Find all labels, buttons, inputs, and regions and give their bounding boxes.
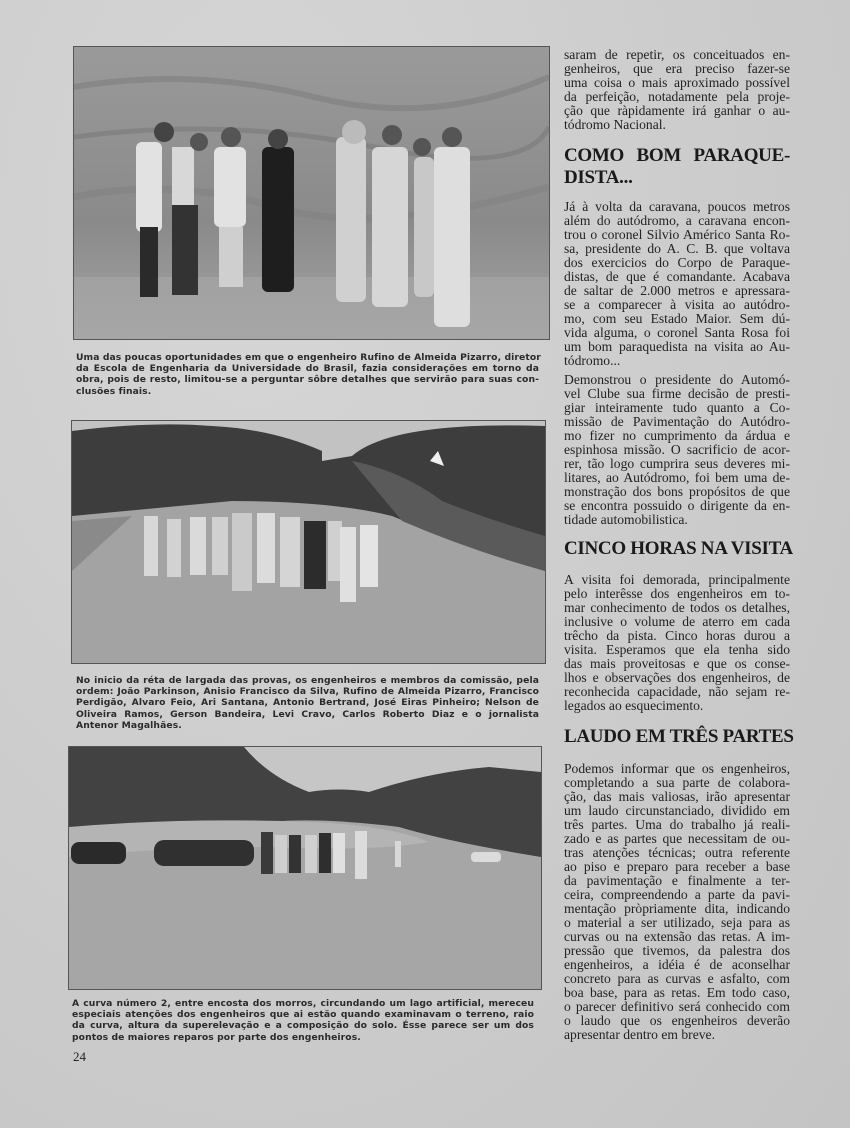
page-number: 24: [73, 1049, 86, 1064]
text-line: mo, com seu Estado Maior. Sem dú-: [564, 311, 790, 326]
text-line: pelo interêsse dos engenheiros em to-: [564, 586, 790, 601]
caption-line: ordem: João Parkinson, Anisio Francisco da Silva, Rufino de Almeida Pizarro, Francisco: [76, 686, 539, 698]
text-line: A visita foi demorada, principalmente: [564, 572, 790, 587]
text-line: rer, tão logo cumprira seus deveres mi-: [564, 456, 790, 471]
text-line: Demonstrou o presidente do Automó-: [564, 372, 790, 387]
photo-engineers-at-slope-image: [74, 47, 549, 339]
heading-line: LAUDO EM TRÊS PARTES: [564, 726, 794, 747]
text-line: lhos e observações dos engenheiros, de: [564, 670, 790, 685]
text-line: completando a sua parte de colabora-: [564, 775, 790, 790]
text-line: três partes. Uma do trabalho já reali-: [564, 817, 790, 832]
heading-line: CINCO HORAS NA VISITA: [564, 538, 793, 559]
caption-line: No inicio da réta de largada das provas, os engenheiros e membros da comissão, pela: [76, 675, 539, 686]
text-line: sa, presidente do A. C. B. que voltava: [564, 241, 790, 256]
text-line: concreto para as curvas e asfalto, com: [564, 971, 790, 986]
text-line: da pavimentação e finalmente a ter-: [564, 873, 790, 888]
text-line: tras atenções técnicas; outra referente: [564, 845, 790, 860]
text-line: saram de repetir, os conceituados en-: [564, 47, 790, 62]
text-line: o material a ser utilizado, seja para as: [564, 915, 790, 930]
text-line: Já à volta da caravana, poucos metros: [564, 199, 790, 214]
text-line: distas, de que é comandante. Acabava: [564, 269, 790, 284]
caption-line: especiais atenções dos engenheiros que ai estão quando examinavam o terreno, raio: [72, 1009, 534, 1021]
text-line: genheiros, que era preciso fazer-se: [564, 61, 790, 76]
caption-line: da Escola de Engenharia da Universidade do Brasil, fazia considerações em torno da: [76, 363, 539, 375]
photo-curve-number-2-image: [69, 747, 541, 989]
text-line: ao piso e preparo para receber a base: [564, 859, 790, 874]
text-line: litares, ao Autódromo, foi bem uma de-: [564, 470, 790, 485]
text-line: mentação pròpriamente dita, indicando: [564, 901, 790, 916]
photo-start-straight: [71, 420, 546, 664]
text-line: ceira, compreendendo a parte da pavi-: [564, 887, 790, 902]
text-line: mar conhecimento de todos os detalhes,: [564, 600, 790, 615]
photo-caption-1: [76, 352, 539, 397]
caption-line: Antenor Magalhães.: [76, 719, 182, 731]
photo-engineers-at-slope: [73, 46, 550, 340]
text-line: de saltar de 2.000 metros e apressara-: [564, 283, 790, 298]
text-line: um bom paraquedista na visita ao Au-: [564, 339, 790, 354]
text-line: legados ao esquecimento.: [564, 698, 704, 713]
text-line: engenheiros, a idéia é de aconselhar: [564, 957, 790, 972]
text-line: se a comparecer à visita ao autódro-: [564, 297, 790, 312]
text-line: boa base, para as retas. Em todo caso,: [564, 985, 790, 1000]
text-line: trêcho da pista. Cinco horas durou a: [564, 628, 790, 643]
text-line: monstração dos bons propósitos de que: [564, 484, 790, 499]
text-line: além do autódromo, a caravana encon-: [564, 213, 790, 228]
caption-line: A curva número 2, entre encosta dos morros, circundando um lago artificial, mereceu: [72, 998, 534, 1009]
text-line: curvas ou na extensão das retas. A im-: [564, 929, 790, 944]
text-line: mo fizer no cumprimento da árdua e: [564, 428, 790, 443]
text-line: missão de Pavimentação do Autódro-: [564, 414, 790, 429]
section-laudo-paragraph: [564, 762, 790, 1042]
caption-line: Perdigão, Alvaro Feio, Ari Santana, Antonio Bertrand, José Eiras Pinheiro; Nelson de: [76, 697, 539, 709]
text-line: das mais proveitosas e que os conse-: [564, 656, 790, 671]
text-line: um laudo circunstanciado, dividido em: [564, 803, 790, 818]
article-intro: [564, 48, 790, 132]
text-line: reconhecida capacidade, não sejam re-: [564, 684, 790, 699]
heading-line: DISTA...: [564, 167, 633, 188]
text-line: apresentar dentro em breve.: [564, 1027, 715, 1042]
text-line: trou o coronel Silvio Américo Santa Ro-: [564, 227, 790, 242]
text-line: ção que ràpidamente irá ganhar o au-: [564, 103, 790, 118]
section-heading-paraquedista: [564, 145, 790, 189]
photo-caption-3: [72, 998, 534, 1043]
text-line: o laudo que os engenheiros deverão: [564, 1013, 790, 1028]
caption-line: Oliveira Ramos, Gerson Bandeira, Levi Cravo, Carlos Roberto Diaz e o jornalista: [76, 708, 539, 720]
text-line: tódromo...: [564, 353, 621, 368]
section-heading-cinco-horas: [564, 538, 793, 560]
text-line: visita. Esperamos que ela tenha sido: [564, 642, 790, 657]
text-line: espinhosa missão. O sacrificio de acor-: [564, 442, 790, 457]
text-line: vel Clube sua firme decisão de presti-: [564, 386, 790, 401]
text-line: da perfeição, notadamente pela proje-: [564, 89, 790, 104]
text-line: dos exercicios do Corpo de Paraque-: [564, 255, 790, 270]
section-heading-laudo: [564, 726, 794, 748]
text-line: tidade automobilistica.: [564, 512, 688, 527]
text-line: Podemos informar que os engenheiros,: [564, 761, 790, 776]
text-line: tódromo Nacional.: [564, 117, 666, 132]
text-line: vida alguma, o coronel Santa Rosa foi: [564, 325, 790, 340]
text-line: giar inteiramente tudo quanto a Co-: [564, 400, 790, 415]
caption-line: da curva, altura da superelevação e a composição do solo. Ésse parece ser um dos: [72, 1020, 534, 1032]
caption-line: pontos de maiores reparos por parte dos engenheiros.: [72, 1031, 361, 1043]
text-line: o parecer definitivo será conhecido com: [564, 999, 790, 1014]
text-line: uma coisa o mais aproximado possível: [564, 75, 790, 90]
caption-line: obra, pois de resto, limitou-se a perguntar sôbre detalhes que servirão para suas con-: [76, 374, 539, 386]
parked-cars: [71, 840, 254, 866]
photo-start-straight-image: [72, 421, 545, 663]
text-line: ção, das mais valiosas, irão apresentar: [564, 789, 790, 804]
text-line: inclusive o volume de aterro em cada: [564, 614, 790, 629]
text-line: zado e as partes que necessitam de ou-: [564, 831, 790, 846]
text-line: pressão que tivemos, da palestra dos: [564, 943, 790, 958]
section-paraquedista-paragraph-1: [564, 200, 790, 368]
section-paraquedista-paragraph-2: [564, 373, 790, 527]
text-line: se encontra possuido o dirigente da en-: [564, 498, 790, 513]
heading-line: COMO BOM PARAQUE-: [564, 145, 790, 166]
photo-caption-2: [76, 675, 539, 731]
caption-line: clusões finais.: [76, 385, 152, 397]
caption-line: Uma das poucas oportunidades em que o engenheiro Rufino de Almeida Pizarro, diretor: [76, 352, 541, 363]
section-cinco-horas-paragraph: [564, 573, 790, 713]
photo-curve-number-2: [68, 746, 542, 990]
